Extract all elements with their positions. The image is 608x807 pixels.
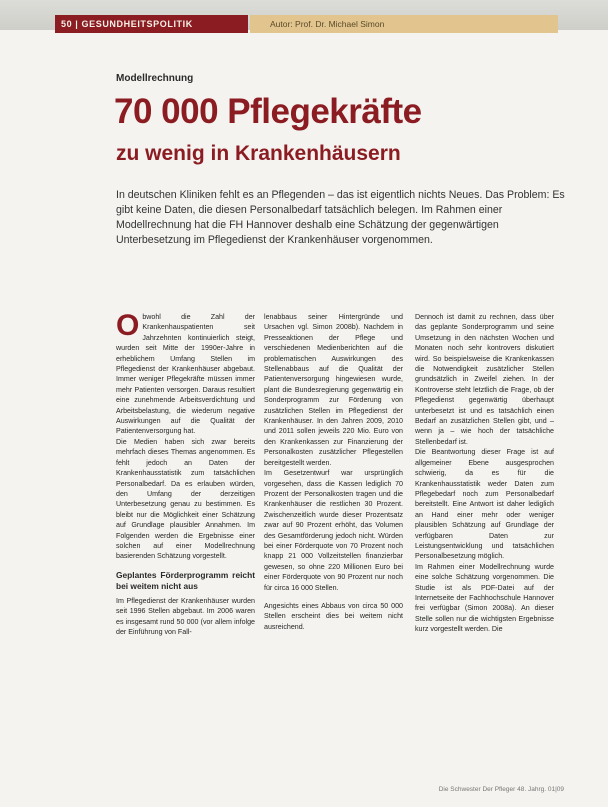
lead-paragraph: In deutschen Kliniken fehlt es an Pflegenden – das ist eigentlich nichts Neues. Das Problem: Es gibt keine Daten, die diesen Personalbedarf tatsächlich belegen. Im Rahmen einer Modellrechnung hat die FH Hannover deshalb eine Schätzung der gegenwärtigen Unterbesetzung im Pflegedienst der Krankenhäuser vorgenommen. — [116, 189, 565, 246]
column-1 — [116, 309, 255, 637]
column-2 — [264, 312, 403, 632]
paragraph: lenabbaus seiner Hintergründe und Ursachen vgl. Simon 2008b). Nachdem in Presseaktionen der Pflege und verschiedenen Medienberichten auf die problematischen Auswirkungen des Stellenabbaus auf die Qualität der Patientenversorgung hingewiesen wurde, plant die Bundesregierung gegenwärtig ein Sonderprogramm zur Förderung von zusätzlichen Stellen im Pflegedienst der Krankenhäuser. In den Jahren 2009, 2010 und 2011 sollen jeweils 220 Mio. Euro von den Krankenkassen zur Finanzierung der Personalkosten zusätzlicher Pflegestellen bereitgestellt werden. — [264, 313, 403, 467]
article-subtitle: zu wenig in Krankenhäusern — [116, 142, 401, 165]
paragraph: Im Rahmen einer Modellrechnung wurde eine solche Schätzung vorgenommen. Die Studie ist als PDF-Datei auf der Internetseite der Fachhochschule Hannover frei verfügbar (Simon 2008a). An dieser Stelle sollen nur die wichtigsten Ergebnisse kurz vorgestellt werden. Die — [415, 562, 554, 634]
page-footer: Die Schwester Der Pfleger 48. Jahrg. 01|09 — [438, 786, 564, 793]
kicker: Modellrechnung — [116, 73, 194, 84]
paragraph: Angesichts eines Abbaus von circa 50 000 Stellen erscheint dies bei weitem nicht ausreichend. — [264, 601, 403, 631]
article-title: 70 000 Pflegekräfte — [114, 92, 422, 131]
author-label: Autor: Prof. Dr. Michael Simon — [250, 15, 558, 33]
column-heading: Geplantes Förderprogramm reicht bei weitem nicht aus — [116, 569, 255, 591]
drop-cap: O — [116, 309, 140, 342]
paragraph: Im Gesetzentwurf war ursprünglich vorgesehen, dass die Kassen lediglich 70 Prozent der Personalkosten tragen und die Krankenhäuser die restlichen 30 Prozent. Zwischenzeitlich wurde dieser Prozentsatz zwar auf 90 Prozent erhöht, das Volumen des Gesamtförderung jedoch nicht. Würden bei einer Förderquote von 70 Prozent noch knapp 21 000 Vollzeitstellen finanzierbar gewesen, so ohne 220 Millionen Euro bei einer Förderquote von 90 Prozent nur noch für circa 16 000 Stellen. — [264, 469, 403, 592]
paragraph: Dennoch ist damit zu rechnen, dass über das geplante Sonderprogramm und seine Umsetzung in den nächsten Wochen und Monaten noch sehr kontrovers diskutiert wird. So beispielsweise die Krankenkassen die Notwendigkeit zusätzlicher Stellen grundsätzlich in Zweifel ziehen. In der Kontroverse steht letztlich die Frage, ob der Pflegedienst gegenwärtig überhaupt unterbesetzt ist und es tatsächlich einen Bedarf an zusätzlichen Stellen gibt, und – wenn ja – wie hoch der tatsächliche Stellenbedarf ist. — [415, 313, 554, 446]
paragraph: Die Beantwortung dieser Frage ist auf allgemeiner Ebene ausgesprochen schwierig, da es für die Krankenhausstatistik weder Daten zum Pflegebedarf noch zum Personalbedarf bereitstellt. Eine Antwort ist daher lediglich an Hand einer mehr oder weniger plausiblen Schätzung auf Grundlage der verfügbaren Daten zur Leistungsentwicklung und tatsächlichen Personalbesetzung möglich. — [415, 448, 554, 561]
section-label: 50 | GESUNDHEITSPOLITIK — [55, 15, 248, 33]
paragraph — [116, 309, 255, 437]
paragraph: Die Medien haben sich zwar bereits mehrfach dieses Themas angenommen. Es fehlt jedoch an Daten der Krankenhausstatistik zum tatsächlichen Personalbedarf. Da es erlauben würden, den Umfang der derzeitigen Unterbesetzung genau zu bestimmen. Es bleibt nur die Möglichkeit einer Schätzung auf Grundlage plausibler Annahmen. Im Folgenden werden die Ergebnisse einer solchen auf einer Modellrechnung basierenden Schätzung vorgestellt. — [116, 437, 255, 561]
column-3 — [415, 312, 554, 635]
paragraph-text: bwohl die Zahl der Krankenhauspatienten seit Jahrzehnten kontinuierlich steigt, wurden seit Mitte der 1990er-Jahre in erheblichem Umfang Stellen im Pflegedienst der Krankenhäuser abgebaut. Immer weniger Pflegekräfte müssen immer mehr Patienten versorgen. Daraus resultiert eine zunehmende Arbeitsverdichtung und Arbeitsbelastung, die wiederum negative Auswirkungen auf die Qualität der Patientenversorgung hat. — [116, 313, 255, 436]
paragraph: Im Pflegedienst der Krankenhäuser wurden seit 1996 Stellen abgebaut. Im 2006 waren es insgesamt rund 50 000 (vor allem infolge der Einführung von Fall- — [116, 596, 255, 636]
